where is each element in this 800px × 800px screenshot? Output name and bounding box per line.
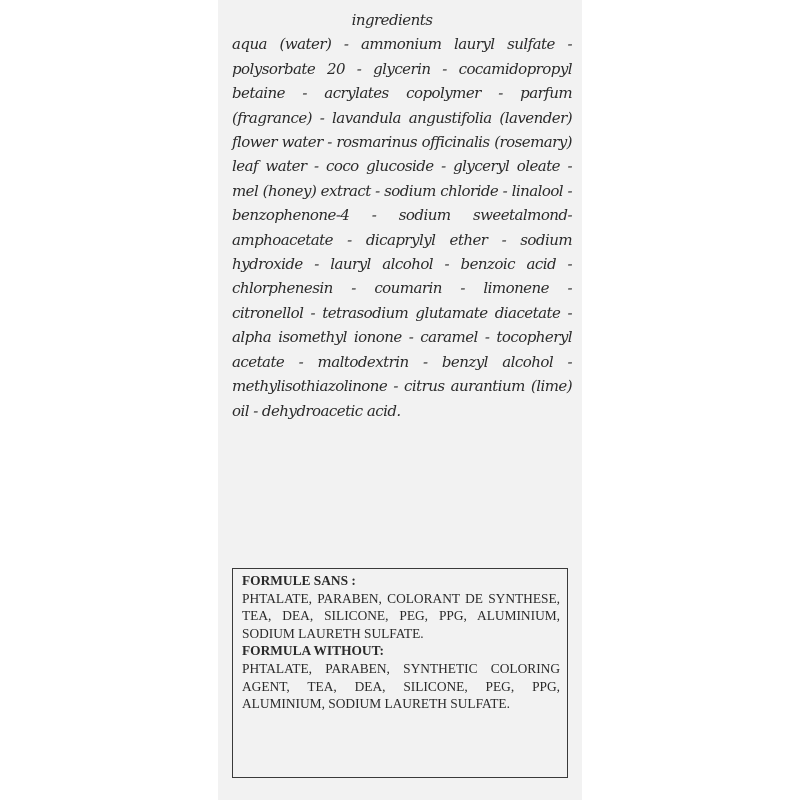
ingredients-list: aqua (water) - ammonium lauryl sulfate - polysorbate 20 - glycerin - cocamidopropyl betaine - acrylates copolymer - parfum (fragrance) - lavandula angustifolia (lavender) flower water - rosmarinus officinalis (rosemary) leaf water - coco glucoside - glyceryl oleate - mel (honey) extract - sodium chloride - linalool - benzophenone-4 - sodium sweetalmond-amphoacetate - dicaprylyl ether - sodium hydroxide - lauryl alcohol - benzoic acid - chlorphenesin - coumarin - limonene - citronellol - tetrasodium glutamate diacetate - alpha isomethyl ionone - caramel - tocopheryl acetate - maltodextrin - benzyl alcohol - methylisothiazolinone - citrus aurantium (lime) oil - dehydroacetic acid.	[232, 35, 572, 420]
english-exclusions-text: PHTALATE, PARABEN, SYNTHETIC COLORING AGENT, TEA, DEA, SILICONE, PEG, PPG, ALUMINIUM, SODIUM LAURETH SULFATE.	[242, 660, 560, 712]
ingredients-title: ingredients	[351, 11, 433, 29]
french-heading: FORMULE SANS :	[242, 573, 356, 588]
ingredients-section	[232, 8, 572, 423]
formula-free-from-box	[232, 568, 568, 778]
french-exclusions-text: PHTALATE, PARABEN, COLORANT DE SYNTHESE, TEA, DEA, SILICONE, PEG, PPG, ALUMINIUM, SODIUM LAURETH SULFATE.	[242, 590, 560, 641]
english-heading: FORMULA WITHOUT:	[242, 643, 384, 659]
